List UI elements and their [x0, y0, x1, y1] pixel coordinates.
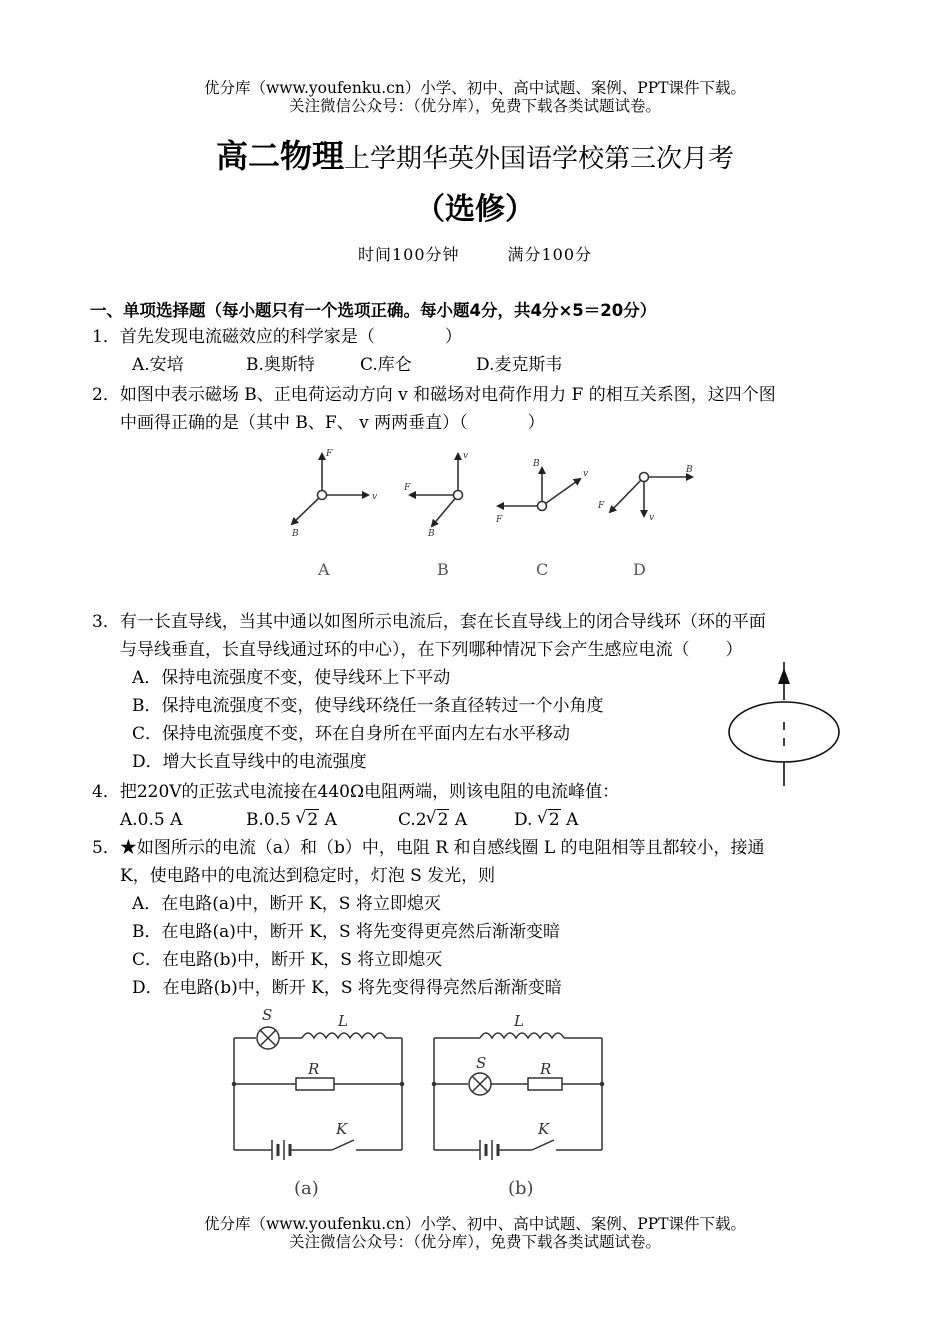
q5-option-b: B．在电路(a)中，断开 K，S 将先变得更亮然后渐渐变暗 — [132, 922, 561, 942]
circuit-a-label-r: R — [308, 1060, 320, 1078]
q3-line-2: 与导线垂直，长直导线通过环的中心），在下列哪种情况下会产生感应电流（ ） — [120, 640, 743, 660]
exam-info — [0, 242, 950, 265]
q2-line-2: 中画得正确的是（其中 B、F、 v 两两垂直）（ ） — [120, 413, 545, 433]
q3-option-a: A．保持电流强度不变，使导线环上下平动 — [132, 668, 451, 688]
title-rest: 上学期华英外国语学校第三次月考 — [344, 144, 735, 174]
footer-line-2: 关注微信公众号：（优分库），免费下载各类试题试卷。 — [288, 1233, 661, 1251]
fig-label-b: B — [437, 560, 449, 579]
q4-option-a: A.0.5 A — [120, 810, 183, 830]
q4-option-d: D. √ 2 A — [514, 806, 578, 834]
q4-stem: 4．把220V的正弦式电流接在440Ω电阻两端，则该电阻的电流峰值： — [92, 782, 620, 802]
d-label-f: F — [598, 501, 605, 511]
q2-line-1: 2．如图中表示磁场 B、正电荷运动方向 v 和磁场对电荷作用力 F 的相互关系图，这四个图 — [92, 385, 776, 405]
b-label-v: v — [463, 451, 469, 461]
page-title — [0, 138, 950, 177]
fig-label-a: A — [318, 560, 330, 579]
q1-option-c: C.库仑 — [360, 355, 412, 375]
q4-option-b: B.0.5 √ 2 A — [246, 806, 337, 834]
circuit-a-caption: (a) — [294, 1178, 319, 1199]
d-label-v: v — [649, 513, 655, 523]
q4-option-c: C.2√ 2 A — [398, 806, 467, 834]
q1-option-b: B.奥斯特 — [246, 355, 315, 375]
c-label-f: F — [496, 515, 503, 525]
exam-score: 满分100分 — [507, 245, 593, 264]
c-label-b: B — [533, 459, 540, 469]
q5-line-2: K，使电路中的电流达到稳定时，灯泡 S 发光，则 — [120, 866, 496, 886]
circuit-a-label-k: K — [336, 1120, 348, 1138]
q2-vector-figure — [280, 444, 710, 584]
header-line-2: 关注微信公众号：（优分库），免费下载各类试题试卷。 — [288, 97, 661, 115]
q3-option-c: C．保持电流强度不变，环在自身所在平面内左右水平移动 — [132, 724, 571, 744]
header-line-1: 优分库（www.youfenku.cn）小学、初中、高中试题、案例、PPT课件下载。 — [203, 79, 747, 97]
exam-time: 时间100分钟 — [357, 245, 460, 264]
c-label-v: v — [583, 469, 589, 479]
b-label-f: F — [404, 483, 411, 493]
circuit-a-label-s: S — [262, 1006, 273, 1024]
q5-option-d: D．在电路(b)中，断开 K，S 将先变得得亮然后渐渐变暗 — [132, 978, 562, 998]
q3-option-d: D．增大长直导线中的电流强度 — [132, 752, 367, 772]
section-heading: 一、单项选择题（每小题只有一个选项正确。每小题4分，共4分×5＝20分） — [90, 301, 657, 320]
footer-line-1: 优分库（www.youfenku.cn）小学、初中、高中试题、案例、PPT课件下载。 — [203, 1215, 747, 1233]
circuit-b-label-l: L — [514, 1012, 524, 1030]
q1-stem: 1．首先发现电流磁效应的科学家是（ ） — [92, 327, 462, 347]
q5-line-1: 5．★如图所示的电流（a）和（b）中，电阻 R 和自感线圈 L 的电阻相等且都较小，接通 — [92, 838, 765, 858]
circuit-a-label-l: L — [338, 1012, 348, 1030]
circuit-b-label-s: S — [476, 1054, 487, 1072]
q1-option-a: A.安培 — [132, 355, 184, 375]
q3-option-b: B．保持电流强度不变，使导线环绕任一条直径转过一个小角度 — [132, 696, 604, 716]
a-label-v: v — [372, 492, 378, 502]
a-label-f: F — [326, 449, 333, 459]
d-label-b: B — [686, 465, 693, 475]
circuit-b-caption: (b) — [508, 1178, 534, 1199]
q3-line-1: 3．有一长直导线，当其中通以如图所示电流后，套在长直导线上的闭合导线环（环的平面 — [92, 612, 766, 632]
b-label-b: B — [428, 529, 435, 539]
q5-option-a: A．在电路(a)中，断开 K，S 将立即熄灭 — [132, 894, 441, 914]
q5-option-c: C．在电路(b)中，断开 K，S 将立即熄灭 — [132, 950, 443, 970]
fig-label-d: D — [633, 560, 646, 579]
page-subtitle: （选修） — [415, 192, 535, 227]
title-subject: 高二物理 — [215, 137, 344, 175]
q5-circuit-figure — [222, 1004, 614, 1204]
q1-option-d: D.麦克斯韦 — [476, 355, 563, 375]
a-label-b: B — [292, 529, 299, 539]
q3-wire-ring-figure — [722, 660, 842, 788]
circuit-b-label-r: R — [540, 1060, 552, 1078]
circuit-b-label-k: K — [538, 1120, 550, 1138]
fig-label-c: C — [536, 560, 549, 579]
